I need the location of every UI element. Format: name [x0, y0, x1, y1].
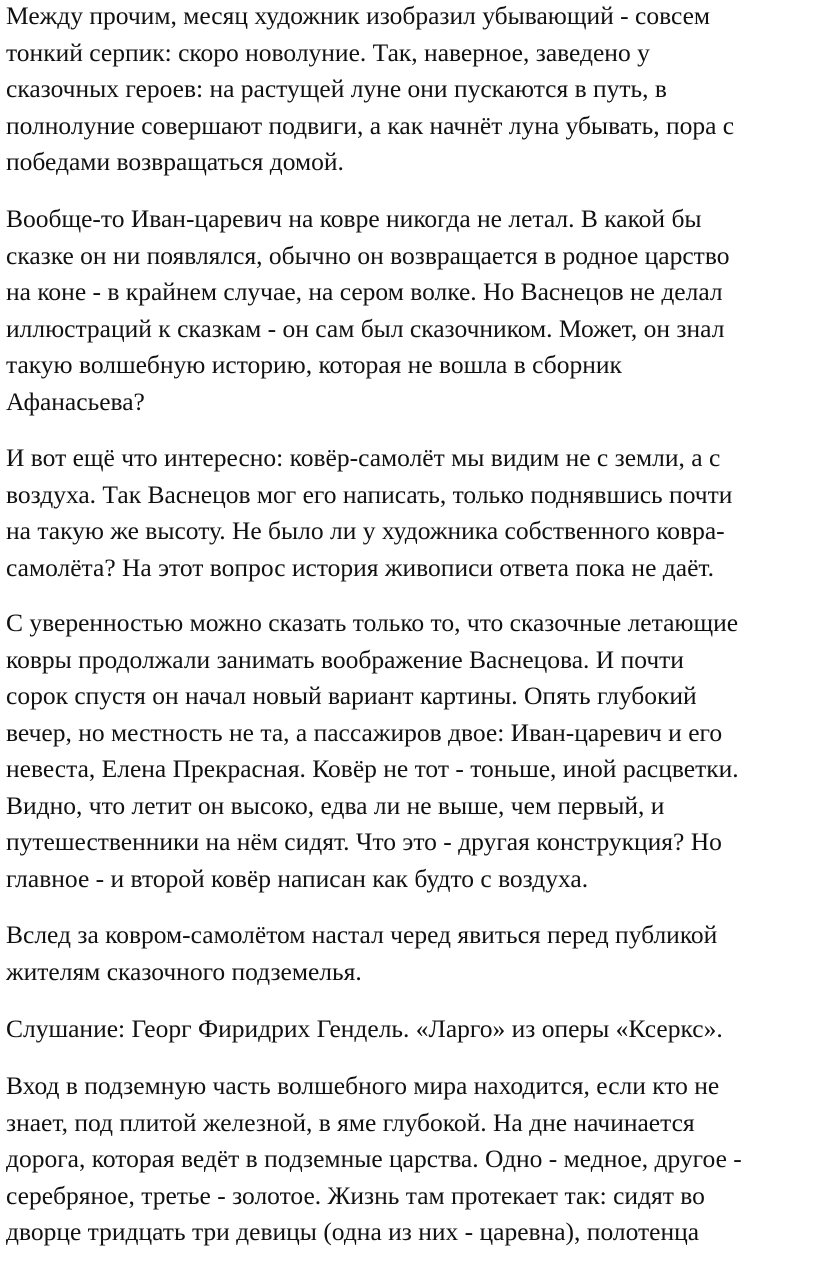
text-line: дорога, которая ведёт в подземные царства. Одно - медное, другое - [6, 1144, 742, 1173]
text-line: сказке он ни появлялся, обычно он возвращается в родное царство [6, 240, 730, 270]
paragraph-listening [6, 1011, 723, 1048]
text-line: Видно, что летит он высоко, едва ли не выше, чем первый, и [6, 790, 665, 820]
text-line: С уверенностью можно сказать только то, что сказочные летающие [6, 608, 739, 637]
text-line: невеста, Елена Прекрасная. Ковёр не тот - тоньше, иной расцветки. [6, 754, 739, 783]
text-line: Вслед за ковром-самолётом настал черед явиться перед публикой [6, 920, 718, 949]
text-line: путешественники на нём сидят. Что это - другая конструкция? Но [6, 827, 722, 856]
text-line: Между прочим, месяц художник изобразил убывающий - совсем [6, 1, 711, 30]
text-line: воздуха. Так Васнецов мог его написать, только поднявшись почти [6, 479, 733, 509]
text-line: на такую же высоту. Не было ли у художника собственного ковра- [6, 516, 725, 545]
text-line: сорок спустя он начал новый вариант картины. Опять глубокий [6, 681, 697, 710]
paragraph-view-from-air [6, 440, 732, 586]
text-line: самолёта? На этот вопрос история живописи ответа пока не даёт. [6, 552, 714, 582]
paragraph-waning-moon [6, 0, 734, 181]
text-line: главное - и второй ковёр написан как будто с воздуха. [6, 863, 589, 893]
paragraph-underground-kingdoms [6, 1068, 742, 1251]
paragraph-ivan-tsarevich [6, 201, 729, 420]
paragraph-second-carpet [6, 605, 739, 897]
text-line: иллюстраций к сказкам - он сам был сказочником. Может, он знал [6, 313, 725, 343]
text-line: Слушание: Георг Фиридрих Гендель. «Ларго» из оперы «Ксеркс». [6, 1014, 723, 1043]
text-line: такую волшебную историю, которая не вошла в сборник [6, 350, 622, 379]
text-line: Вообще-то Иван-царевич на ковре никогда не летал. В какой бы [6, 204, 702, 233]
text-line: вечер, но местность не та, а пассажиров двое: Иван-царевич и его [6, 717, 723, 747]
text-line: серебряное, третье - золотое. Жизнь там протекает так: сидят во [6, 1180, 705, 1210]
text-line: жителям сказочного подземелья. [6, 956, 362, 986]
text-line: знает, под плитой железной, в яме глубокой. На дне начинается [6, 1107, 695, 1137]
text-line: победами возвращаться домой. [6, 147, 344, 176]
text-line: дворце тридцать три девицы (одна из них - царевна), полотенца [6, 1217, 700, 1246]
text-line: тонкий серпик: скоро новолуние. Так, наверное, заведено у [6, 37, 650, 67]
text-line: сказочных героев: на растущей луне они пускаются в путь, в [6, 74, 667, 103]
text-line: на коне - в крайнем случае, на сером волке. Но Васнецов не делал [6, 277, 723, 306]
text-line: Вход в подземную часть волшебного мира находится, если кто не [6, 1071, 720, 1100]
text-line: Афанасьева? [6, 386, 145, 416]
text-line: ковры продолжали занимать воображение Васнецова. И почти [6, 644, 684, 674]
text-line: И вот ещё что интересно: ковёр-самолёт мы видим не с земли, а с [6, 443, 721, 472]
text-line: полнолуние совершают подвиги, а как начнёт луна убывать, пора с [6, 110, 735, 140]
paragraph-underground-intro [6, 917, 717, 990]
